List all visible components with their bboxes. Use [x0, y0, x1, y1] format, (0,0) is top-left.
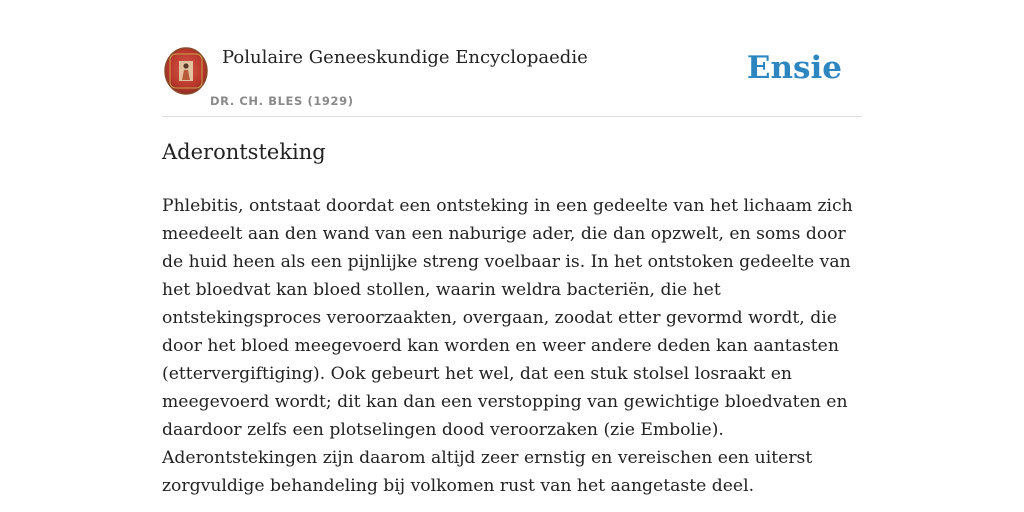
- book-author: DR. CH. BLES (1929): [210, 94, 354, 108]
- brand-logo[interactable]: Ensie: [746, 50, 842, 86]
- book-title[interactable]: Polulaire Geneeskundige Encyclopaedie: [222, 47, 588, 68]
- header: [162, 40, 862, 117]
- entry-title: Aderontsteking: [162, 140, 326, 164]
- entry-body: Phlebitis, ontstaat doordat een ontsteking in een gedeelte van het lichaam zich meedeelt aan den wand van een naburige ader, die dan opzwelt, en soms door de huid heen als een pijnlijke streng voelbaar is. In het ontstoken gedeelte van het bloedvat kan bloed stollen, waarin weldra bacteriën, die het ontstekingsproces veroorzaakten, overgaan, zoodat etter gevormd wordt, die door het bloed meegevoerd kan worden en weer andere deden kan aantasten (ettervergiftiging). Ook gebeurt het wel, dat een stuk stolsel losraakt en meegevoerd wordt; dit kan dan een verstopping van gewichtige bloedvaten en daardoor zelfs een plotselingen dood veroorzaken (zie Embolie). Aderontstekingen zijn daarom altijd zeer ernstig en vereischen een uiterst zorgvuldige behandeling bij volkomen rust van het aangetaste deel.: [162, 196, 853, 496]
- book-cover-icon[interactable]: [164, 47, 208, 95]
